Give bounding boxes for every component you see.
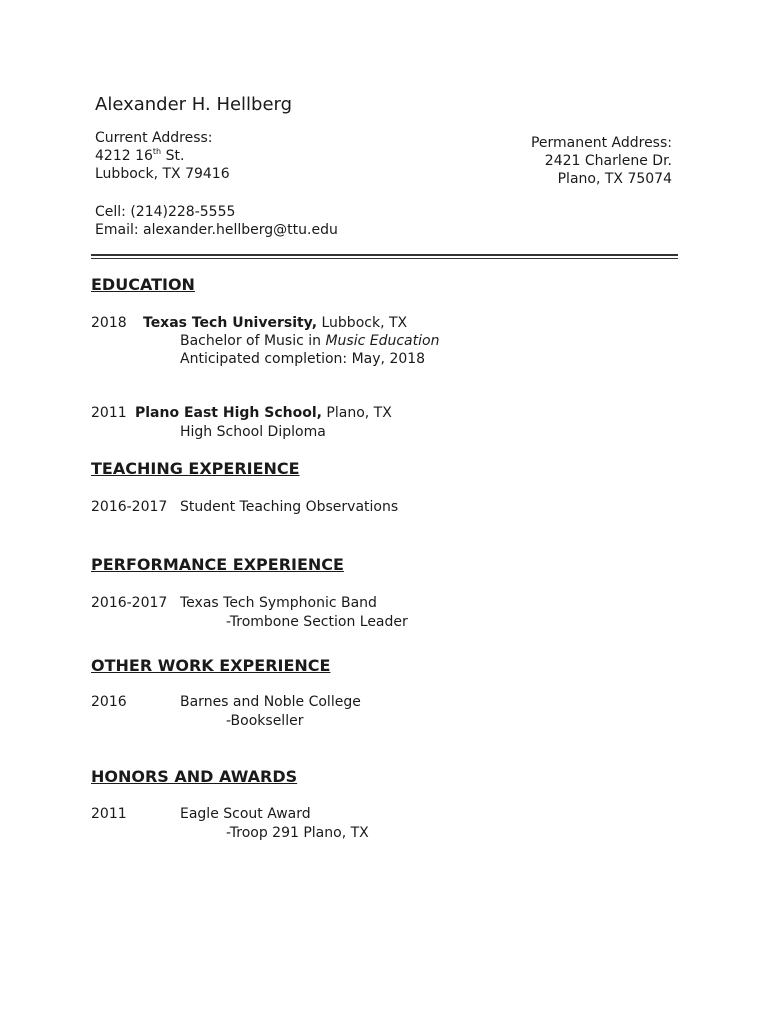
email-address: Email: alexander.hellberg@ttu.edu — [95, 222, 338, 238]
education-completion-1: Anticipated completion: May, 2018 — [180, 351, 426, 367]
current-street-name: St. — [161, 148, 185, 164]
education-school-1 — [143, 314, 407, 332]
permanent-address-label: Permanent Address: — [530, 135, 672, 151]
candidate-name: Alexander H. Hellberg — [95, 94, 293, 115]
current-street-number: 4212 16 — [95, 148, 153, 164]
degree-prefix-1: Bachelor of Music in — [180, 333, 326, 349]
teaching-year: 2016-2017 — [91, 499, 168, 515]
header-divider-thin — [91, 258, 678, 259]
honors-year: 2011 — [91, 806, 127, 822]
education-year-2: 2011 — [91, 405, 127, 421]
performance-heading: PERFORMANCE EXPERIENCE — [91, 555, 344, 574]
education-degree-2: High School Diploma — [180, 424, 326, 440]
performance-title: Texas Tech Symphonic Band — [180, 595, 377, 611]
current-address-label: Current Address: — [95, 130, 213, 146]
current-address-street — [95, 147, 184, 165]
school-name-1: Texas Tech University, — [143, 315, 318, 331]
school-name-2: Plano East High School, — [135, 405, 322, 421]
teaching-heading: TEACHING EXPERIENCE — [91, 459, 300, 478]
education-year-1: 2018 — [91, 315, 127, 331]
education-heading: EDUCATION — [91, 275, 195, 294]
permanent-address-city: Plano, TX 75074 — [557, 171, 672, 187]
work-role: -Bookseller — [226, 713, 304, 729]
cell-phone: Cell: (214)228-5555 — [95, 204, 236, 220]
school-location-2: Plano, TX — [321, 405, 392, 421]
current-address-city: Lubbock, TX 79416 — [95, 166, 230, 182]
performance-role: -Trombone Section Leader — [226, 614, 408, 630]
education-school-2 — [135, 404, 392, 422]
performance-year: 2016-2017 — [91, 595, 168, 611]
degree-major-1: Music Education — [325, 333, 440, 349]
header-divider-thick — [91, 254, 678, 256]
permanent-address-street: 2421 Charlene Dr. — [544, 153, 672, 169]
work-heading: OTHER WORK EXPERIENCE — [91, 656, 331, 675]
honors-title: Eagle Scout Award — [180, 806, 311, 822]
honors-detail: -Troop 291 Plano, TX — [226, 825, 369, 841]
work-title: Barnes and Noble College — [180, 694, 361, 710]
education-degree-1 — [180, 332, 439, 350]
work-year: 2016 — [91, 694, 127, 710]
current-street-suffix: th — [152, 147, 162, 156]
teaching-title: Student Teaching Observations — [180, 499, 399, 515]
school-location-1: Lubbock, TX — [317, 315, 408, 331]
honors-heading: HONORS AND AWARDS — [91, 767, 298, 786]
